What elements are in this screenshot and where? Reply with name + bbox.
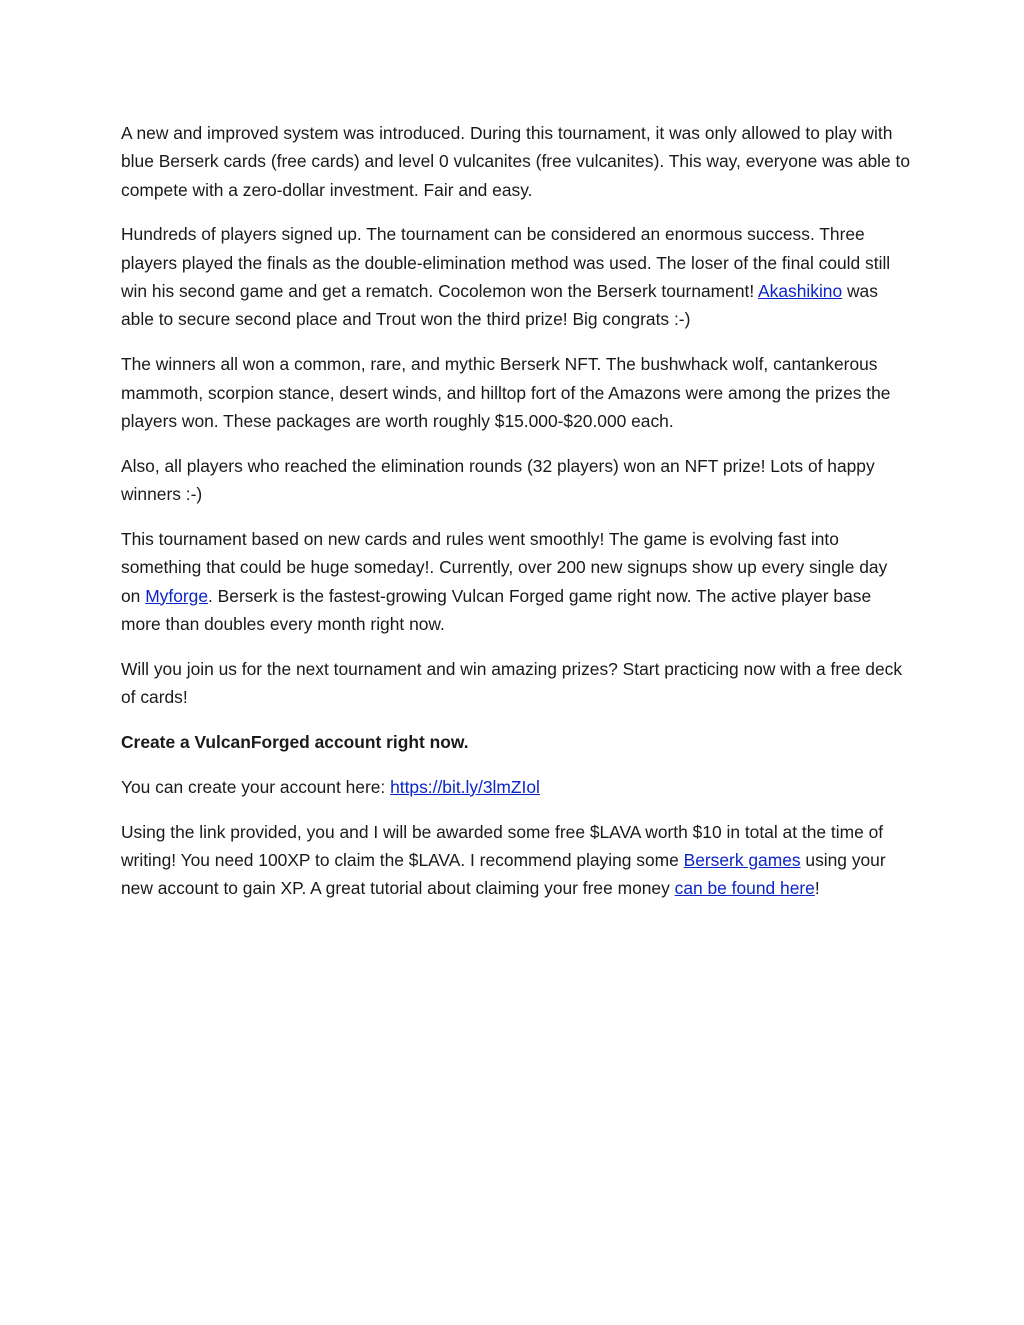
lava-reward-text-before: Using the link provided, you and I will be awarded some free $LAVA worth $10 in total at the time of writing! You need 100XP to claim the $LAVA. I recommend playing some (121, 821, 884, 870)
invitation-paragraph (121, 655, 911, 712)
intro-text: A new and improved system was introduced. During this tournament, it was only allowed to play with blue Berserk cards (free cards) and level 0 vulcanites (free vulcanites). This way, everyone was able to compete with a zero-dollar investment. Fair and easy. (121, 123, 911, 200)
elimination-rounds-paragraph (121, 452, 911, 509)
growth-text-after: . Berserk is the fastest-growing Vulcan Forged game right now. The active player base more than doubles every month right now. (121, 585, 872, 634)
growth-text-before: This tournament based on new cards and rules went smoothly! The game is evolving fast into something that could be huge someday!. Currently, over 200 new signups show up every single day on (121, 528, 888, 606)
tutorial-link[interactable]: can be found here (674, 878, 815, 899)
signup-link-paragraph (121, 773, 911, 801)
signup-url-link[interactable]: https://bit.ly/3lmZIol (390, 776, 540, 797)
tournament-results-paragraph (121, 220, 911, 333)
growth-paragraph (121, 525, 911, 638)
invitation-text: Will you join us for the next tournament and win amazing prizes? Start practicing now with a free deck of cards! (121, 658, 903, 708)
lava-reward-paragraph (121, 818, 911, 903)
account-heading (121, 728, 911, 756)
akashikino-link[interactable]: Akashikino (758, 281, 843, 302)
signup-link-text: You can create your account here: (121, 776, 391, 797)
document-page (121, 119, 911, 919)
intro-paragraph (121, 119, 911, 204)
lava-reward-text-middle: using your new account to gain XP. A great tutorial about claiming your free money (121, 849, 886, 899)
prizes-paragraph (121, 350, 911, 435)
tournament-results-text: Hundreds of players signed up. The tournament can be considered an enormous success. Three players played the finals as the double-elimination method was used. The loser of the final could still win his second game and get a rematch. Cocolemon won the Berserk tournament! (121, 224, 891, 302)
elimination-rounds-text: Also, all players who reached the elimination rounds (32 players) won an NFT prize! Lots of happy winners :-) (121, 455, 875, 505)
myforge-link[interactable]: Myforge (145, 585, 209, 606)
tournament-results-text-after: was able to secure second place and Trout won the third prize! Big congrats :-) (121, 281, 878, 330)
prizes-text: The winners all won a common, rare, and mythic Berserk NFT. The bushwhack wolf, cantankerous mammoth, scorpion stance, desert winds, and hilltop fort of the Amazons were among the prizes the players won. These packages are worth roughly $15.000-$20.000 each. (121, 354, 891, 431)
account-heading-text: Create a VulcanForged account right now. (121, 731, 469, 752)
lava-reward-text-after: ! (814, 878, 820, 899)
berserk-games-link[interactable]: Berserk games (683, 849, 801, 870)
